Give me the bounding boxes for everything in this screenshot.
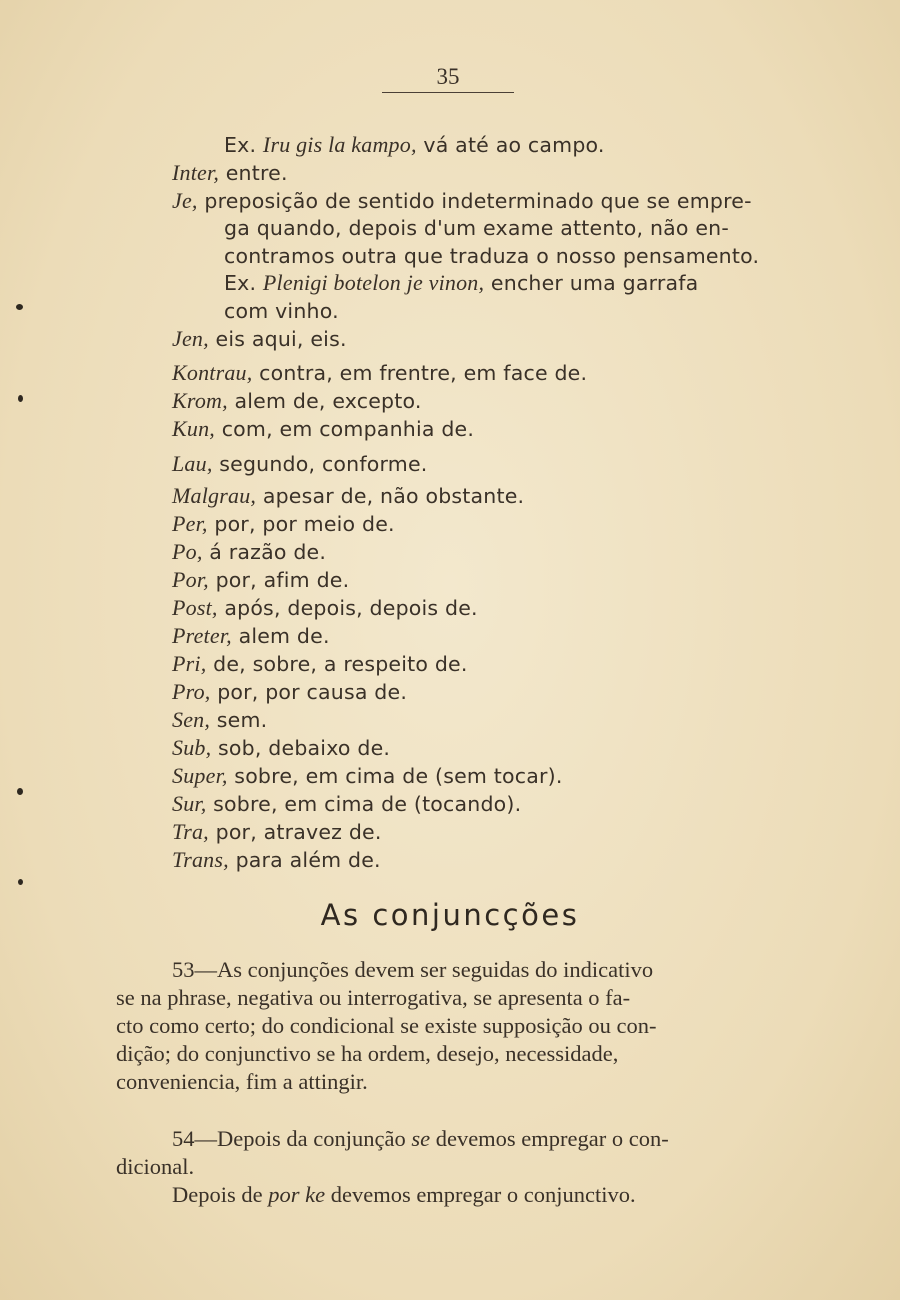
vocab-line [172,482,524,510]
vocab-definition: eis aqui, eis. [208,327,347,351]
vocab-definition: apesar de, não obstante. [256,484,525,508]
vocab-line [172,510,395,538]
vocab-line [172,325,347,353]
vocab-definition: segundo, conforme. [212,452,428,476]
vocab-term: Tra, [172,819,209,844]
vocab-definition: alem de, excepto. [227,389,422,413]
vocab-term: Jen, [172,326,209,351]
vocab-definition: á razão de. [202,540,327,564]
vocab-term: Pro, [172,679,211,704]
vocab-line [172,678,407,706]
vocab-term: Malgrau, [172,483,257,508]
ink-speck [17,788,23,795]
vocab-line [172,790,521,818]
vocab-line [172,734,390,762]
example-text: Plenigi botelon je vinon, [262,270,485,295]
vocab-line [172,650,468,678]
vocab-term: Inter, [172,160,220,185]
vocab-term: Post, [172,595,218,620]
vocab-line: Ex. Iru gis la kampo, vá até ao campo. [224,132,605,157]
ink-speck [16,304,23,310]
vocab-line [172,706,267,734]
paragraph-line: 54—Depois da conjunção se devemos empregar o con- [172,1126,669,1151]
vocab-definition: por, afim de. [208,568,350,592]
vocab-line [172,622,330,650]
ink-speck [18,395,23,402]
vocab-definition: com, em companhia de. [214,417,475,441]
vocab-line [172,359,587,387]
vocab-definition: sem. [210,708,268,732]
paragraph-line: Depois de por ke devemos empregar o conjunctivo. [172,1182,636,1207]
paragraph-line: dição; do conjunctivo se ha ordem, desejo, necessidade, [116,1041,619,1066]
vocab-term: Pri, [172,651,207,676]
vocab-definition: por, atravez de. [208,820,382,844]
paragraph-line: conveniencia, fim a attingir. [116,1069,368,1094]
vocab-term: Krom, [172,388,228,413]
vocab-line [172,762,563,790]
vocab-line [172,538,326,566]
vocab-line [172,159,288,187]
vocab-line [172,387,422,415]
vocab-line [172,846,381,874]
vocab-term: Trans, [172,847,229,872]
vocab-line [172,415,474,443]
italic-word: se [411,1126,431,1151]
vocab-term: Per, [172,511,208,536]
vocab-definition: preposição de sentido indeterminado que se empre- [197,189,752,213]
vocab-term: Super, [172,763,228,788]
vocab-definition: para além de. [228,848,381,872]
italic-word: por ke [268,1182,326,1207]
vocab-definition: sobre, em cima de (sem tocar). [227,764,563,788]
vocab-line: com vinho. [224,299,339,323]
vocab-line [172,566,349,594]
paragraph-line: 53—As conjunções devem ser seguidas do indicativo [172,957,654,982]
paragraph-line: cto como certo; do condicional se existe supposição ou con- [116,1013,657,1038]
vocab-term: Preter, [172,623,232,648]
vocab-term: Sur, [172,791,207,816]
vocab-line [172,450,427,478]
vocab-term: Sen, [172,707,211,732]
vocab-term: Kontrau, [172,360,253,385]
vocab-definition: alem de. [231,624,330,648]
vocab-line: Ex. Plenigi botelon je vinon, encher uma garrafa [224,270,699,295]
vocab-definition: por, por meio de. [207,512,395,536]
vocab-term: Je, [172,188,198,213]
vocab-line: contramos outra que traduza o nosso pensamento. [224,244,760,268]
paragraph-line: dicional. [116,1154,195,1179]
paragraph-line: se na phrase, negativa ou interrogativa, se apresenta o fa- [116,985,631,1010]
section-heading: As conjuncções [320,898,580,932]
page-number: 35 [382,64,514,93]
vocab-definition: de, sobre, a respeito de. [206,652,468,676]
vocab-term: Sub, [172,735,212,760]
vocab-term: Kun, [172,416,215,441]
vocab-definition: sob, debaixo de. [211,736,391,760]
vocab-definition: contra, em frentre, em face de. [252,361,588,385]
vocab-term: Po, [172,539,203,564]
vocab-definition: por, por causa de. [210,680,408,704]
vocab-line [172,594,478,622]
vocab-definition: sobre, em cima de (tocando). [206,792,522,816]
vocab-line: ga quando, depois d'um exame attento, não en- [224,216,729,240]
vocab-definition: após, depois, depois de. [217,596,478,620]
vocab-definition: entre. [219,161,288,185]
ink-speck [18,879,23,885]
example-text: Iru gis la kampo, [262,132,417,157]
vocab-term: Por, [172,567,209,592]
vocab-line [172,818,382,846]
vocab-term: Lau, [172,451,213,476]
vocab-line [172,187,752,215]
